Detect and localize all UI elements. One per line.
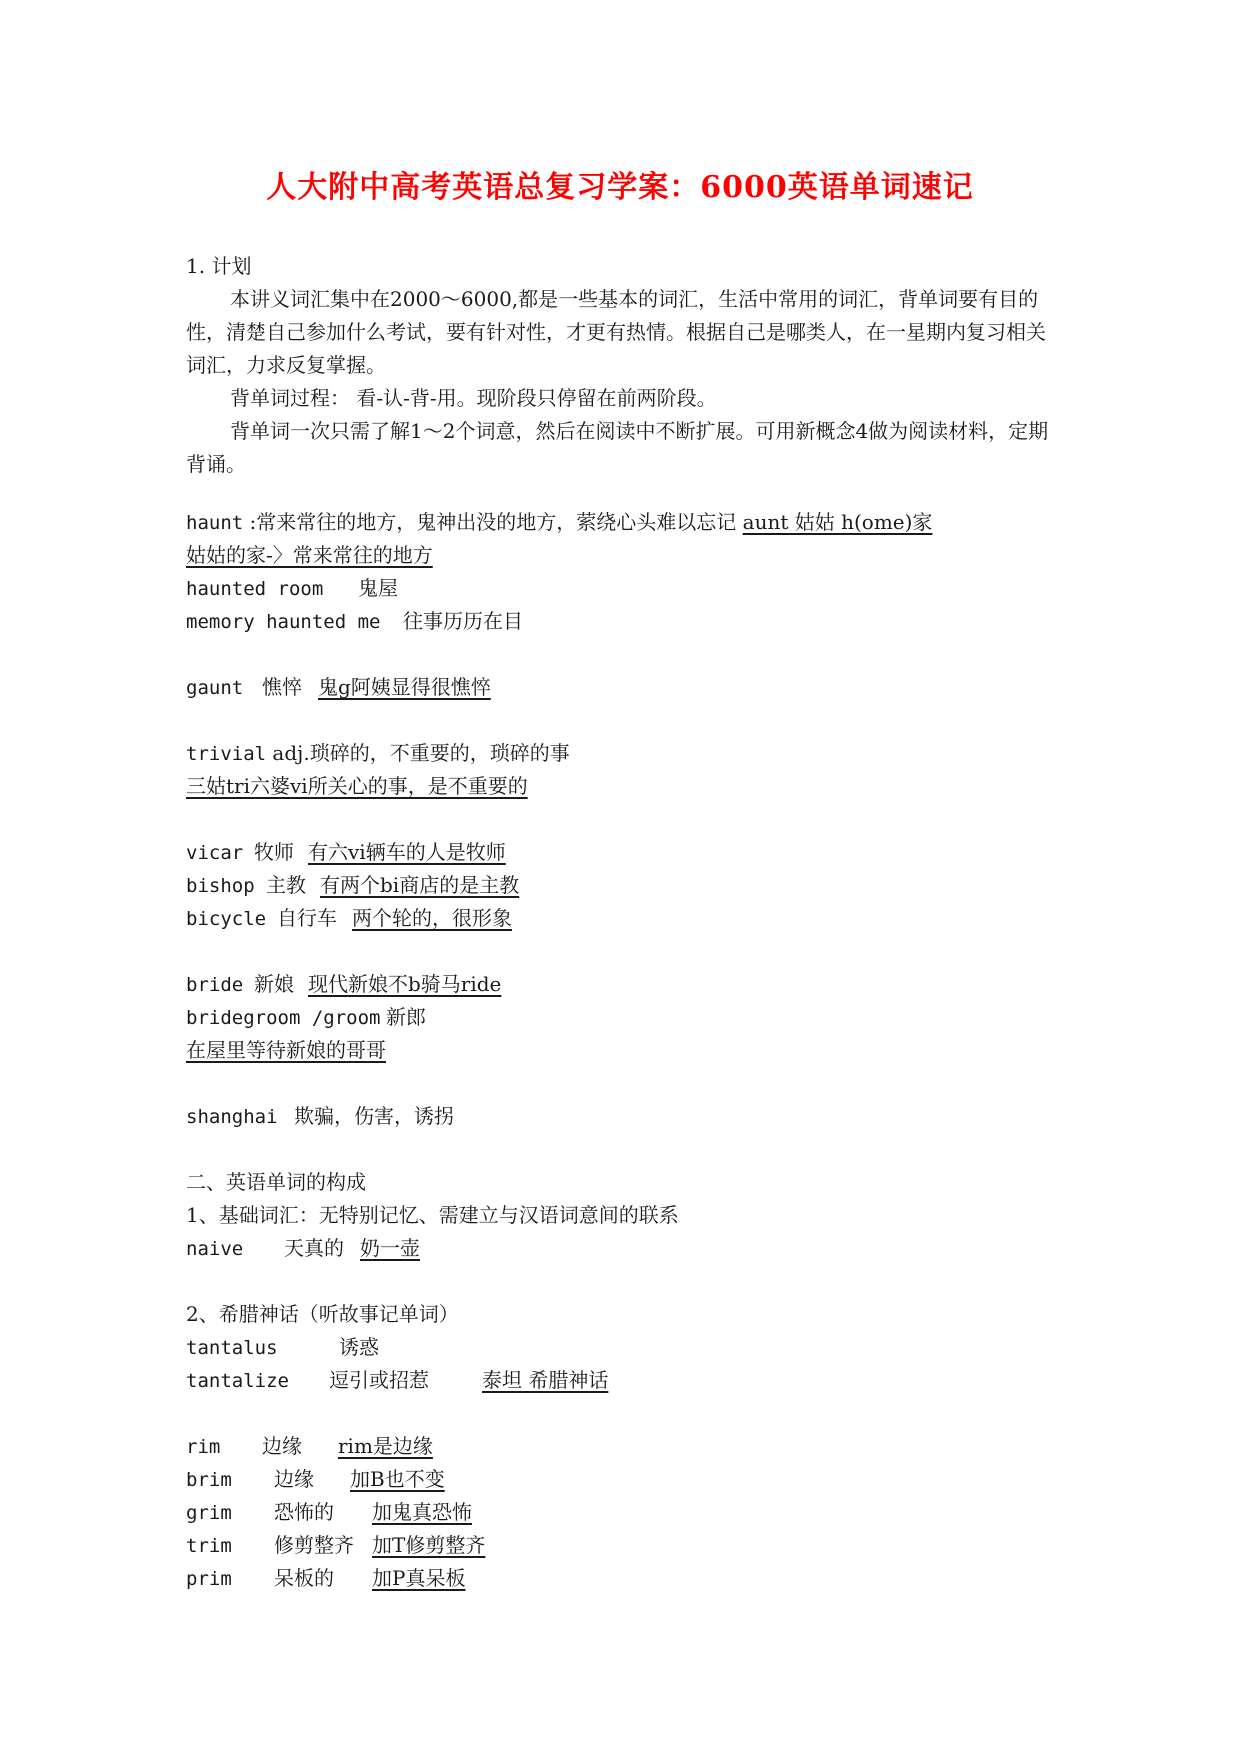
vocab-meaning: 憔悴 (262, 675, 302, 699)
vocab-word: brim (186, 1469, 232, 1491)
vocab-meaning: 新娘 (254, 972, 294, 996)
vocab-word: vicar (186, 842, 244, 864)
vocab-entry-naive (186, 1232, 420, 1266)
vocab-word: tantalize (186, 1370, 289, 1392)
vocab-word: grim (186, 1502, 232, 1524)
vocab-word: naive (186, 1238, 244, 1260)
vocab-entry-prim (186, 1562, 465, 1596)
vocab-meaning: 恐怖的 (274, 1500, 334, 1524)
vocab-mnemonic: 两个轮的，很形象 (352, 906, 512, 930)
vocab-meaning: 逗引或招惹 (329, 1368, 429, 1392)
vocab-meaning: 诱惑 (339, 1335, 379, 1359)
vocab-mnemonic: 奶一壶 (360, 1236, 420, 1260)
vocab-word: tantalus (186, 1337, 278, 1359)
vocab-mnemonic: rim是边缘 (338, 1434, 433, 1458)
vocab-meaning: 天真的 (284, 1236, 344, 1260)
vocab-meaning: 修剪整齐 (274, 1533, 354, 1557)
section-2-sub-1: 1、基础词汇：无特别记忆、需建立与汉语词意间的联系 (186, 1203, 679, 1227)
section-2-heading: 二、英语单词的构成 (186, 1170, 366, 1194)
vocab-meaning: 呆板的 (274, 1566, 334, 1590)
vocab-entry-haunt-continued (186, 539, 433, 572)
vocab-entry-bishop (186, 869, 519, 903)
vocab-meaning: 新郎 (386, 1005, 426, 1029)
vocab-meaning: 鬼屋 (358, 576, 398, 600)
plan-section (186, 250, 1054, 481)
vocab-entry-gaunt (186, 671, 491, 705)
vocab-word: haunt (186, 512, 244, 534)
vocab-entry-trivial-mnemonic (186, 770, 528, 803)
vocab-entry-shanghai (186, 1100, 454, 1134)
vocab-entry-trivial (186, 737, 570, 771)
vocab-entry-bride (186, 968, 501, 1002)
vocab-mnemonic: 加T修剪整齐 (372, 1533, 486, 1557)
vocab-word: gaunt (186, 677, 244, 699)
vocab-meaning: :常来常往的地方，鬼神出没的地方，萦绕心头难以忘记 (243, 510, 743, 534)
vocab-meaning: adj.琐碎的，不重要的，琐碎的事 (266, 741, 570, 765)
plan-paragraph-1: 本讲义词汇集中在2000～6000,都是一些基本的词汇，生活中常用的词汇，背单词要有目的性，清楚自己参加什么考试，要有针对性，才更有热情。根据自己是哪类人，在一星期内复习相关词汇，力求反复掌握。 (186, 287, 1046, 377)
vocab-word: bishop (186, 875, 255, 897)
plan-heading: 1. 计划 (186, 254, 252, 278)
plan-paragraph-2: 背单词过程： 看-认-背-用。现阶段只停留在前两阶段。 (230, 386, 717, 410)
vocab-word: rim (186, 1436, 221, 1458)
vocab-entry-haunt (186, 506, 932, 540)
vocab-entry-bicycle (186, 902, 512, 936)
vocab-entry-bridegroom-mnemonic (186, 1034, 386, 1067)
vocab-mnemonic: 加P真呆板 (372, 1566, 466, 1590)
vocab-word: trim (186, 1535, 232, 1557)
vocab-meaning: 边缘 (262, 1434, 302, 1458)
vocab-mnemonic: 加鬼真恐怖 (372, 1500, 472, 1524)
vocab-entry-rim (186, 1430, 433, 1464)
vocab-word: prim (186, 1568, 232, 1590)
vocab-mnemonic: 在屋里等待新娘的哥哥 (186, 1038, 386, 1062)
vocab-entry-tantalize (186, 1364, 608, 1398)
vocab-meaning: 牧师 (254, 840, 294, 864)
vocab-mnemonic: 有两个bi商店的是主教 (320, 873, 520, 897)
vocab-mnemonic: 鬼g阿姨显得很憔悴 (318, 675, 491, 699)
vocab-word: shanghai (186, 1106, 278, 1128)
vocab-entry-grim (186, 1496, 472, 1530)
vocab-entry-memory-haunted (186, 605, 523, 639)
vocab-word: memory haunted me (186, 611, 381, 633)
plan-paragraph-3: 背单词一次只需了解1～2个词意，然后在阅读中不断扩展。可用新概念4做为阅读材料，定期背诵。 (186, 419, 1049, 476)
vocab-entry-vicar (186, 836, 506, 870)
vocab-meaning: 边缘 (274, 1467, 314, 1491)
vocab-word: bridegroom /groom (186, 1007, 381, 1029)
vocab-mnemonic: 有六vi辆车的人是牧师 (308, 840, 506, 864)
vocab-word: haunted room (186, 578, 324, 600)
vocab-word: trivial (186, 743, 267, 765)
vocab-word: bicycle (186, 908, 267, 930)
vocab-mnemonic: 姑姑的家-〉常来常往的地方 (186, 543, 433, 567)
vocab-mnemonic: 三姑tri六婆vi所关心的事，是不重要的 (186, 774, 528, 798)
vocab-entry-tantalus (186, 1331, 379, 1365)
vocab-word: bride (186, 974, 244, 996)
vocab-meaning: 往事历历在目 (403, 609, 523, 633)
vocab-entry-brim (186, 1463, 445, 1497)
section-2-sub-2: 2、希腊神话（听故事记单词） (186, 1302, 459, 1326)
vocab-entry-haunted-room (186, 572, 398, 606)
vocab-mnemonic: 加B也不变 (350, 1467, 445, 1491)
page-title: 人大附中高考英语总复习学案：6000英语单词速记 (266, 170, 974, 205)
vocab-meaning: 自行车 (277, 906, 337, 930)
vocab-meaning: 欺骗，伤害，诱拐 (294, 1104, 454, 1128)
vocab-meaning: 主教 (266, 873, 306, 897)
vocab-mnemonic: 泰坦 希腊神话 (482, 1368, 609, 1392)
vocab-entry-bridegroom (186, 1001, 426, 1035)
vocab-mnemonic: aunt 姑姑 h(ome)家 (742, 510, 933, 534)
vocab-mnemonic: 现代新娘不b骑马ride (308, 972, 502, 996)
vocab-entry-trim (186, 1529, 485, 1563)
